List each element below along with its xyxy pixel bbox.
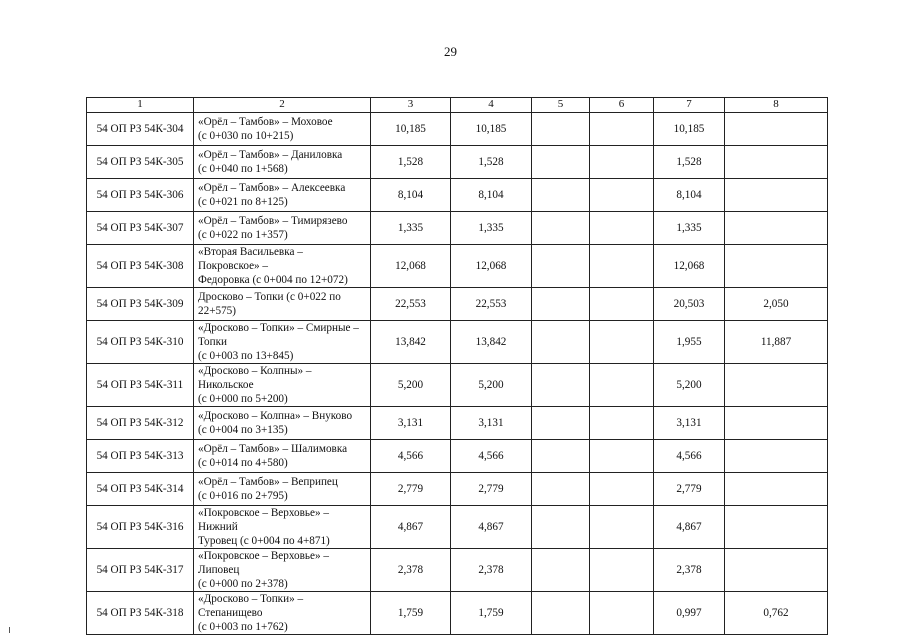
road-name-cell <box>194 288 371 321</box>
length-cell-c6 <box>590 146 654 179</box>
road-name-line: (с 0+030 по 10+215) <box>198 130 294 142</box>
length-cell-c3: 10,185 <box>371 113 451 146</box>
length-cell-c3: 8,104 <box>371 179 451 212</box>
table-row <box>87 440 828 473</box>
road-name-line: «Орёл – Тамбов» – Тимирязево <box>198 215 348 227</box>
length-cell-c3: 1,759 <box>371 592 451 635</box>
road-name-line: «Дросково – Топки» – Смирные – Топки <box>198 322 359 348</box>
page-number: 29 <box>444 44 457 59</box>
length-cell-c4: 1,759 <box>451 592 532 635</box>
road-name-line: «Орёл – Тамбов» – Даниловка <box>198 149 343 161</box>
road-code-cell: 54 ОП РЗ 54К-318 <box>87 592 194 635</box>
table-row <box>87 146 828 179</box>
length-cell-c5 <box>532 473 590 506</box>
column-header: 3 <box>371 98 451 113</box>
road-name-cell <box>194 440 371 473</box>
road-code-cell: 54 ОП РЗ 54К-313 <box>87 440 194 473</box>
road-name-line: (с 0+003 по 1+762) <box>198 621 288 633</box>
road-name-line: «Орёл – Тамбов» – Моховое <box>198 116 333 128</box>
length-cell-c4: 10,185 <box>451 113 532 146</box>
table-row <box>87 473 828 506</box>
road-name-line: (с 0+022 по 1+357) <box>198 229 288 241</box>
length-cell-c4: 3,131 <box>451 407 532 440</box>
road-name-line: «Орёл – Тамбов» – Алексеевка <box>198 182 346 194</box>
table-row <box>87 245 828 288</box>
table-row <box>87 179 828 212</box>
length-cell-c5 <box>532 364 590 407</box>
length-cell-c7: 4,867 <box>654 506 725 549</box>
column-header: 8 <box>725 98 828 113</box>
length-cell-c6 <box>590 506 654 549</box>
length-cell-c3: 1,528 <box>371 146 451 179</box>
length-cell-c5 <box>532 146 590 179</box>
length-cell-c3: 5,200 <box>371 364 451 407</box>
length-cell-c8 <box>725 407 828 440</box>
length-cell-c8 <box>725 146 828 179</box>
length-cell-c5 <box>532 245 590 288</box>
length-cell-c6 <box>590 473 654 506</box>
length-cell-c4: 4,566 <box>451 440 532 473</box>
road-name-line: (с 0+016 по 2+795) <box>198 490 288 502</box>
length-cell-c7: 1,528 <box>654 146 725 179</box>
length-cell-c3: 22,553 <box>371 288 451 321</box>
length-cell-c6 <box>590 592 654 635</box>
road-name-line: «Орёл – Тамбов» – Шалимовка <box>198 443 348 455</box>
road-name-line: Дросково – Топки (с 0+022 по 22+575) <box>198 291 341 317</box>
length-cell-c3: 13,842 <box>371 321 451 364</box>
length-cell-c8 <box>725 245 828 288</box>
road-name-cell <box>194 473 371 506</box>
length-cell-c4: 1,335 <box>451 212 532 245</box>
length-cell-c8 <box>725 549 828 592</box>
column-header: 5 <box>532 98 590 113</box>
length-cell-c3: 2,378 <box>371 549 451 592</box>
length-cell-c7: 8,104 <box>654 179 725 212</box>
table-header-row <box>87 98 828 113</box>
road-name-line: «Покровское – Верховье» – Нижний <box>198 507 329 533</box>
road-name-cell <box>194 113 371 146</box>
length-cell-c8: 0,762 <box>725 592 828 635</box>
road-name-line: «Вторая Васильевка – Покровское» – <box>198 246 303 272</box>
road-name-line: (с 0+040 по 1+568) <box>198 163 288 175</box>
road-name-line: «Дросково – Колпна» – Внуково <box>198 410 353 422</box>
road-name-line: (с 0+014 по 4+580) <box>198 457 288 469</box>
road-name-cell <box>194 146 371 179</box>
length-cell-c8 <box>725 440 828 473</box>
length-cell-c6 <box>590 245 654 288</box>
road-code-cell: 54 ОП РЗ 54К-316 <box>87 506 194 549</box>
length-cell-c6 <box>590 407 654 440</box>
road-code-cell: 54 ОП РЗ 54К-305 <box>87 146 194 179</box>
length-cell-c5 <box>532 113 590 146</box>
road-code-cell: 54 ОП РЗ 54К-306 <box>87 179 194 212</box>
column-header: 2 <box>194 98 371 113</box>
road-name-line: «Дросково – Колпны» – Никольское <box>198 365 312 391</box>
length-cell-c7: 5,200 <box>654 364 725 407</box>
length-cell-c5 <box>532 288 590 321</box>
length-cell-c4: 2,779 <box>451 473 532 506</box>
length-cell-c4: 5,200 <box>451 364 532 407</box>
road-code-cell: 54 ОП РЗ 54К-311 <box>87 364 194 407</box>
length-cell-c6 <box>590 440 654 473</box>
length-cell-c5 <box>532 407 590 440</box>
length-cell-c7: 20,503 <box>654 288 725 321</box>
road-name-line: (с 0+003 по 13+845) <box>198 350 294 362</box>
road-name-cell <box>194 407 371 440</box>
length-cell-c5 <box>532 506 590 549</box>
length-cell-c8: 11,887 <box>725 321 828 364</box>
table-row <box>87 407 828 440</box>
length-cell-c7: 3,131 <box>654 407 725 440</box>
road-name-line: Туровец (с 0+004 по 4+871) <box>198 535 330 547</box>
road-code-cell: 54 ОП РЗ 54К-310 <box>87 321 194 364</box>
length-cell-c8 <box>725 506 828 549</box>
length-cell-c7: 2,378 <box>654 549 725 592</box>
road-code-cell: 54 ОП РЗ 54К-314 <box>87 473 194 506</box>
length-cell-c4: 1,528 <box>451 146 532 179</box>
length-cell-c8 <box>725 364 828 407</box>
road-code-cell: 54 ОП РЗ 54К-304 <box>87 113 194 146</box>
length-cell-c5 <box>532 440 590 473</box>
length-cell-c8 <box>725 179 828 212</box>
length-cell-c6 <box>590 212 654 245</box>
road-name-cell <box>194 506 371 549</box>
table-row <box>87 321 828 364</box>
length-cell-c8: 2,050 <box>725 288 828 321</box>
length-cell-c6 <box>590 364 654 407</box>
length-cell-c5 <box>532 179 590 212</box>
length-cell-c3: 4,566 <box>371 440 451 473</box>
length-cell-c4: 22,553 <box>451 288 532 321</box>
length-cell-c6 <box>590 113 654 146</box>
length-cell-c5 <box>532 592 590 635</box>
length-cell-c3: 2,779 <box>371 473 451 506</box>
road-name-line: Федоровка (с 0+004 по 12+072) <box>198 274 348 286</box>
road-name-cell <box>194 179 371 212</box>
table-row <box>87 364 828 407</box>
length-cell-c8 <box>725 473 828 506</box>
length-cell-c3: 12,068 <box>371 245 451 288</box>
length-cell-c4: 8,104 <box>451 179 532 212</box>
length-cell-c6 <box>590 288 654 321</box>
table-row <box>87 506 828 549</box>
length-cell-c7: 4,566 <box>654 440 725 473</box>
length-cell-c7: 12,068 <box>654 245 725 288</box>
road-name-line: «Покровское – Верховье» – Липовец <box>198 550 329 576</box>
road-name-cell <box>194 592 371 635</box>
length-cell-c6 <box>590 549 654 592</box>
road-code-cell: 54 ОП РЗ 54К-308 <box>87 245 194 288</box>
table-row <box>87 549 828 592</box>
road-name-cell <box>194 245 371 288</box>
length-cell-c7: 10,185 <box>654 113 725 146</box>
length-cell-c7: 2,779 <box>654 473 725 506</box>
table-row <box>87 212 828 245</box>
length-cell-c3: 1,335 <box>371 212 451 245</box>
length-cell-c4: 4,867 <box>451 506 532 549</box>
length-cell-c4: 13,842 <box>451 321 532 364</box>
length-cell-c5 <box>532 549 590 592</box>
table-row <box>87 288 828 321</box>
road-name-line: (с 0+004 по 3+135) <box>198 424 288 436</box>
length-cell-c4: 12,068 <box>451 245 532 288</box>
column-header: 6 <box>590 98 654 113</box>
length-cell-c7: 1,335 <box>654 212 725 245</box>
road-name-line: «Дросково – Топки» – Степанищево <box>198 593 304 619</box>
road-register-table <box>86 97 828 635</box>
road-code-cell: 54 ОП РЗ 54К-309 <box>87 288 194 321</box>
length-cell-c5 <box>532 321 590 364</box>
length-cell-c6 <box>590 321 654 364</box>
road-name-cell <box>194 321 371 364</box>
length-cell-c7: 1,955 <box>654 321 725 364</box>
road-code-cell: 54 ОП РЗ 54К-312 <box>87 407 194 440</box>
length-cell-c3: 4,867 <box>371 506 451 549</box>
length-cell-c4: 2,378 <box>451 549 532 592</box>
column-header: 7 <box>654 98 725 113</box>
road-name-line: (с 0+000 по 2+378) <box>198 578 288 590</box>
road-name-cell <box>194 364 371 407</box>
length-cell-c5 <box>532 212 590 245</box>
length-cell-c8 <box>725 212 828 245</box>
length-cell-c8 <box>725 113 828 146</box>
road-name-line: (с 0+021 по 8+125) <box>198 196 288 208</box>
column-header: 4 <box>451 98 532 113</box>
column-header: 1 <box>87 98 194 113</box>
road-name-line: «Орёл – Тамбов» – Веприпец <box>198 476 338 488</box>
road-name-cell <box>194 549 371 592</box>
road-code-cell: 54 ОП РЗ 54К-317 <box>87 549 194 592</box>
table-row <box>87 113 828 146</box>
scan-margin-mark <box>9 627 10 633</box>
road-code-cell: 54 ОП РЗ 54К-307 <box>87 212 194 245</box>
length-cell-c7: 0,997 <box>654 592 725 635</box>
length-cell-c6 <box>590 179 654 212</box>
length-cell-c3: 3,131 <box>371 407 451 440</box>
table-row <box>87 592 828 635</box>
road-name-cell <box>194 212 371 245</box>
road-name-line: (с 0+000 по 5+200) <box>198 393 288 405</box>
